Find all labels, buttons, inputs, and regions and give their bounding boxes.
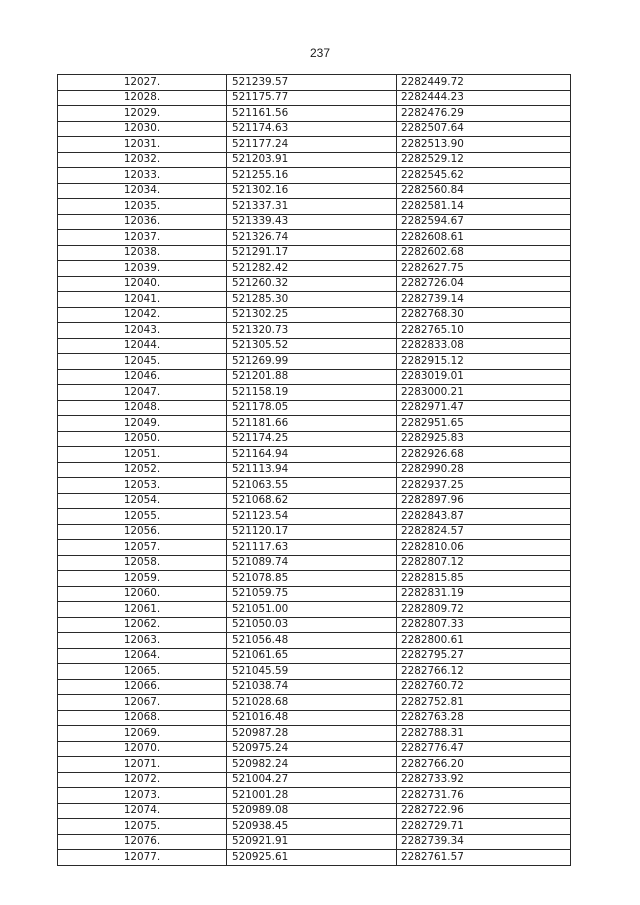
table-row — [58, 90, 571, 106]
point-number-cell: 12065. — [58, 664, 227, 680]
table-row — [58, 354, 571, 370]
y-coordinate-cell: 2282766.12 — [397, 664, 571, 680]
y-coordinate-cell: 2282761.57 — [397, 850, 571, 866]
y-coordinate-cell: 2282915.12 — [397, 354, 571, 370]
table-row — [58, 602, 571, 618]
point-number-cell: 12062. — [58, 617, 227, 633]
table-row — [58, 679, 571, 695]
table-row — [58, 617, 571, 633]
y-coordinate-cell: 2282752.81 — [397, 695, 571, 711]
y-coordinate-cell: 2282733.92 — [397, 772, 571, 788]
point-number-cell: 12030. — [58, 121, 227, 137]
y-coordinate-cell: 2282833.08 — [397, 338, 571, 354]
table-row — [58, 369, 571, 385]
table-row — [58, 431, 571, 447]
table-row — [58, 772, 571, 788]
point-number-cell: 12032. — [58, 152, 227, 168]
y-coordinate-cell: 2283000.21 — [397, 385, 571, 401]
table-row — [58, 819, 571, 835]
table-row — [58, 571, 571, 587]
point-number-cell: 12027. — [58, 75, 227, 91]
table-row — [58, 586, 571, 602]
y-coordinate-cell: 2282925.83 — [397, 431, 571, 447]
x-coordinate-cell: 521181.66 — [227, 416, 397, 432]
point-number-cell: 12070. — [58, 741, 227, 757]
point-number-cell: 12060. — [58, 586, 227, 602]
table-row — [58, 416, 571, 432]
x-coordinate-cell: 521174.63 — [227, 121, 397, 137]
point-number-cell: 12075. — [58, 819, 227, 835]
y-coordinate-cell: 2282897.96 — [397, 493, 571, 509]
point-number-cell: 12036. — [58, 214, 227, 230]
point-number-cell: 12068. — [58, 710, 227, 726]
y-coordinate-cell: 2282726.04 — [397, 276, 571, 292]
x-coordinate-cell: 521056.48 — [227, 633, 397, 649]
x-coordinate-cell: 521291.17 — [227, 245, 397, 261]
point-number-cell: 12044. — [58, 338, 227, 354]
y-coordinate-cell: 2282763.28 — [397, 710, 571, 726]
x-coordinate-cell: 520921.91 — [227, 834, 397, 850]
point-number-cell: 12074. — [58, 803, 227, 819]
table-row — [58, 261, 571, 277]
y-coordinate-cell: 2282831.19 — [397, 586, 571, 602]
x-coordinate-cell: 521282.42 — [227, 261, 397, 277]
x-coordinate-cell: 521001.28 — [227, 788, 397, 804]
table-row — [58, 447, 571, 463]
point-number-cell: 12076. — [58, 834, 227, 850]
coordinates-table — [57, 74, 571, 866]
table-row — [58, 152, 571, 168]
y-coordinate-cell: 2282926.68 — [397, 447, 571, 463]
x-coordinate-cell: 521051.00 — [227, 602, 397, 618]
x-coordinate-cell: 521078.85 — [227, 571, 397, 587]
point-number-cell: 12042. — [58, 307, 227, 323]
y-coordinate-cell: 2282529.12 — [397, 152, 571, 168]
point-number-cell: 12063. — [58, 633, 227, 649]
x-coordinate-cell: 521337.31 — [227, 199, 397, 215]
point-number-cell: 12041. — [58, 292, 227, 308]
point-number-cell: 12037. — [58, 230, 227, 246]
x-coordinate-cell: 521339.43 — [227, 214, 397, 230]
point-number-cell: 12072. — [58, 772, 227, 788]
table-row — [58, 555, 571, 571]
x-coordinate-cell: 521203.91 — [227, 152, 397, 168]
point-number-cell: 12048. — [58, 400, 227, 416]
table-row — [58, 168, 571, 184]
y-coordinate-cell: 2282507.64 — [397, 121, 571, 137]
point-number-cell: 12052. — [58, 462, 227, 478]
y-coordinate-cell: 2282760.72 — [397, 679, 571, 695]
x-coordinate-cell: 521061.65 — [227, 648, 397, 664]
table-row — [58, 788, 571, 804]
y-coordinate-cell: 2282729.71 — [397, 819, 571, 835]
y-coordinate-cell: 2282809.72 — [397, 602, 571, 618]
x-coordinate-cell: 521320.73 — [227, 323, 397, 339]
x-coordinate-cell: 521175.77 — [227, 90, 397, 106]
x-coordinate-cell: 521255.16 — [227, 168, 397, 184]
table-row — [58, 307, 571, 323]
point-number-cell: 12035. — [58, 199, 227, 215]
x-coordinate-cell: 520925.61 — [227, 850, 397, 866]
y-coordinate-cell: 2282594.67 — [397, 214, 571, 230]
point-number-cell: 12059. — [58, 571, 227, 587]
table-row — [58, 834, 571, 850]
table-row — [58, 385, 571, 401]
y-coordinate-cell: 2282971.47 — [397, 400, 571, 416]
table-row — [58, 648, 571, 664]
point-number-cell: 12067. — [58, 695, 227, 711]
y-coordinate-cell: 2283019.01 — [397, 369, 571, 385]
table-row — [58, 493, 571, 509]
point-number-cell: 12043. — [58, 323, 227, 339]
point-number-cell: 12057. — [58, 540, 227, 556]
y-coordinate-cell: 2282810.06 — [397, 540, 571, 556]
y-coordinate-cell: 2282788.31 — [397, 726, 571, 742]
point-number-cell: 12069. — [58, 726, 227, 742]
point-number-cell: 12064. — [58, 648, 227, 664]
table-row — [58, 540, 571, 556]
y-coordinate-cell: 2282824.57 — [397, 524, 571, 540]
x-coordinate-cell: 521004.27 — [227, 772, 397, 788]
x-coordinate-cell: 521302.16 — [227, 183, 397, 199]
table-row — [58, 478, 571, 494]
x-coordinate-cell: 521302.25 — [227, 307, 397, 323]
y-coordinate-cell: 2282560.84 — [397, 183, 571, 199]
point-number-cell: 12056. — [58, 524, 227, 540]
y-coordinate-cell: 2282800.61 — [397, 633, 571, 649]
y-coordinate-cell: 2282765.10 — [397, 323, 571, 339]
table-row — [58, 106, 571, 122]
point-number-cell: 12046. — [58, 369, 227, 385]
x-coordinate-cell: 520938.45 — [227, 819, 397, 835]
y-coordinate-cell: 2282602.68 — [397, 245, 571, 261]
y-coordinate-cell: 2282581.14 — [397, 199, 571, 215]
x-coordinate-cell: 520975.24 — [227, 741, 397, 757]
x-coordinate-cell: 521161.56 — [227, 106, 397, 122]
y-coordinate-cell: 2282951.65 — [397, 416, 571, 432]
table-row — [58, 462, 571, 478]
table-row — [58, 741, 571, 757]
point-number-cell: 12034. — [58, 183, 227, 199]
x-coordinate-cell: 521089.74 — [227, 555, 397, 571]
point-number-cell: 12040. — [58, 276, 227, 292]
x-coordinate-cell: 521260.32 — [227, 276, 397, 292]
point-number-cell: 12045. — [58, 354, 227, 370]
x-coordinate-cell: 521038.74 — [227, 679, 397, 695]
x-coordinate-cell: 521113.94 — [227, 462, 397, 478]
y-coordinate-cell: 2282990.28 — [397, 462, 571, 478]
table-row — [58, 338, 571, 354]
point-number-cell: 12049. — [58, 416, 227, 432]
point-number-cell: 12066. — [58, 679, 227, 695]
point-number-cell: 12054. — [58, 493, 227, 509]
table-row — [58, 726, 571, 742]
point-number-cell: 12058. — [58, 555, 227, 571]
table-row — [58, 664, 571, 680]
x-coordinate-cell: 521016.48 — [227, 710, 397, 726]
table-row — [58, 850, 571, 866]
point-number-cell: 12055. — [58, 509, 227, 525]
table-row — [58, 245, 571, 261]
point-number-cell: 12071. — [58, 757, 227, 773]
table-row — [58, 292, 571, 308]
x-coordinate-cell: 520982.24 — [227, 757, 397, 773]
table-row — [58, 400, 571, 416]
y-coordinate-cell: 2282731.76 — [397, 788, 571, 804]
table-row — [58, 633, 571, 649]
x-coordinate-cell: 521117.63 — [227, 540, 397, 556]
point-number-cell: 12029. — [58, 106, 227, 122]
x-coordinate-cell: 521028.68 — [227, 695, 397, 711]
x-coordinate-cell: 521045.59 — [227, 664, 397, 680]
x-coordinate-cell: 521177.24 — [227, 137, 397, 153]
table-row — [58, 757, 571, 773]
table-row — [58, 199, 571, 215]
x-coordinate-cell: 521164.94 — [227, 447, 397, 463]
point-number-cell: 12050. — [58, 431, 227, 447]
table-row — [58, 276, 571, 292]
point-number-cell: 12061. — [58, 602, 227, 618]
point-number-cell: 12039. — [58, 261, 227, 277]
x-coordinate-cell: 521305.52 — [227, 338, 397, 354]
page-number: 237 — [309, 46, 331, 60]
y-coordinate-cell: 2282449.72 — [397, 75, 571, 91]
table-row — [58, 75, 571, 91]
point-number-cell: 12033. — [58, 168, 227, 184]
x-coordinate-cell: 520989.08 — [227, 803, 397, 819]
point-number-cell: 12031. — [58, 137, 227, 153]
y-coordinate-cell: 2282937.25 — [397, 478, 571, 494]
point-number-cell: 12073. — [58, 788, 227, 804]
y-coordinate-cell: 2282627.75 — [397, 261, 571, 277]
y-coordinate-cell: 2282444.23 — [397, 90, 571, 106]
x-coordinate-cell: 521174.25 — [227, 431, 397, 447]
y-coordinate-cell: 2282739.14 — [397, 292, 571, 308]
x-coordinate-cell: 520987.28 — [227, 726, 397, 742]
table-row — [58, 509, 571, 525]
x-coordinate-cell: 521158.19 — [227, 385, 397, 401]
x-coordinate-cell: 521201.88 — [227, 369, 397, 385]
x-coordinate-cell: 521326.74 — [227, 230, 397, 246]
x-coordinate-cell: 521239.57 — [227, 75, 397, 91]
x-coordinate-cell: 521123.54 — [227, 509, 397, 525]
y-coordinate-cell: 2282807.33 — [397, 617, 571, 633]
x-coordinate-cell: 521068.62 — [227, 493, 397, 509]
y-coordinate-cell: 2282739.34 — [397, 834, 571, 850]
point-number-cell: 12028. — [58, 90, 227, 106]
x-coordinate-cell: 521059.75 — [227, 586, 397, 602]
x-coordinate-cell: 521063.55 — [227, 478, 397, 494]
table-row — [58, 230, 571, 246]
y-coordinate-cell: 2282513.90 — [397, 137, 571, 153]
table-row — [58, 183, 571, 199]
x-coordinate-cell: 521120.17 — [227, 524, 397, 540]
y-coordinate-cell: 2282476.29 — [397, 106, 571, 122]
point-number-cell: 12038. — [58, 245, 227, 261]
table-row — [58, 710, 571, 726]
y-coordinate-cell: 2282843.87 — [397, 509, 571, 525]
table-row — [58, 214, 571, 230]
point-number-cell: 12053. — [58, 478, 227, 494]
point-number-cell: 12051. — [58, 447, 227, 463]
point-number-cell: 12047. — [58, 385, 227, 401]
table-row — [58, 323, 571, 339]
table-row — [58, 524, 571, 540]
y-coordinate-cell: 2282815.85 — [397, 571, 571, 587]
y-coordinate-cell: 2282722.96 — [397, 803, 571, 819]
y-coordinate-cell: 2282768.30 — [397, 307, 571, 323]
x-coordinate-cell: 521050.03 — [227, 617, 397, 633]
x-coordinate-cell: 521285.30 — [227, 292, 397, 308]
table-row — [58, 121, 571, 137]
y-coordinate-cell: 2282776.47 — [397, 741, 571, 757]
x-coordinate-cell: 521269.99 — [227, 354, 397, 370]
x-coordinate-cell: 521178.05 — [227, 400, 397, 416]
y-coordinate-cell: 2282807.12 — [397, 555, 571, 571]
y-coordinate-cell: 2282766.20 — [397, 757, 571, 773]
table-row — [58, 803, 571, 819]
y-coordinate-cell: 2282545.62 — [397, 168, 571, 184]
table-row — [58, 137, 571, 153]
point-number-cell: 12077. — [58, 850, 227, 866]
y-coordinate-cell: 2282795.27 — [397, 648, 571, 664]
y-coordinate-cell: 2282608.61 — [397, 230, 571, 246]
coordinates-table-body — [58, 75, 571, 866]
table-row — [58, 695, 571, 711]
